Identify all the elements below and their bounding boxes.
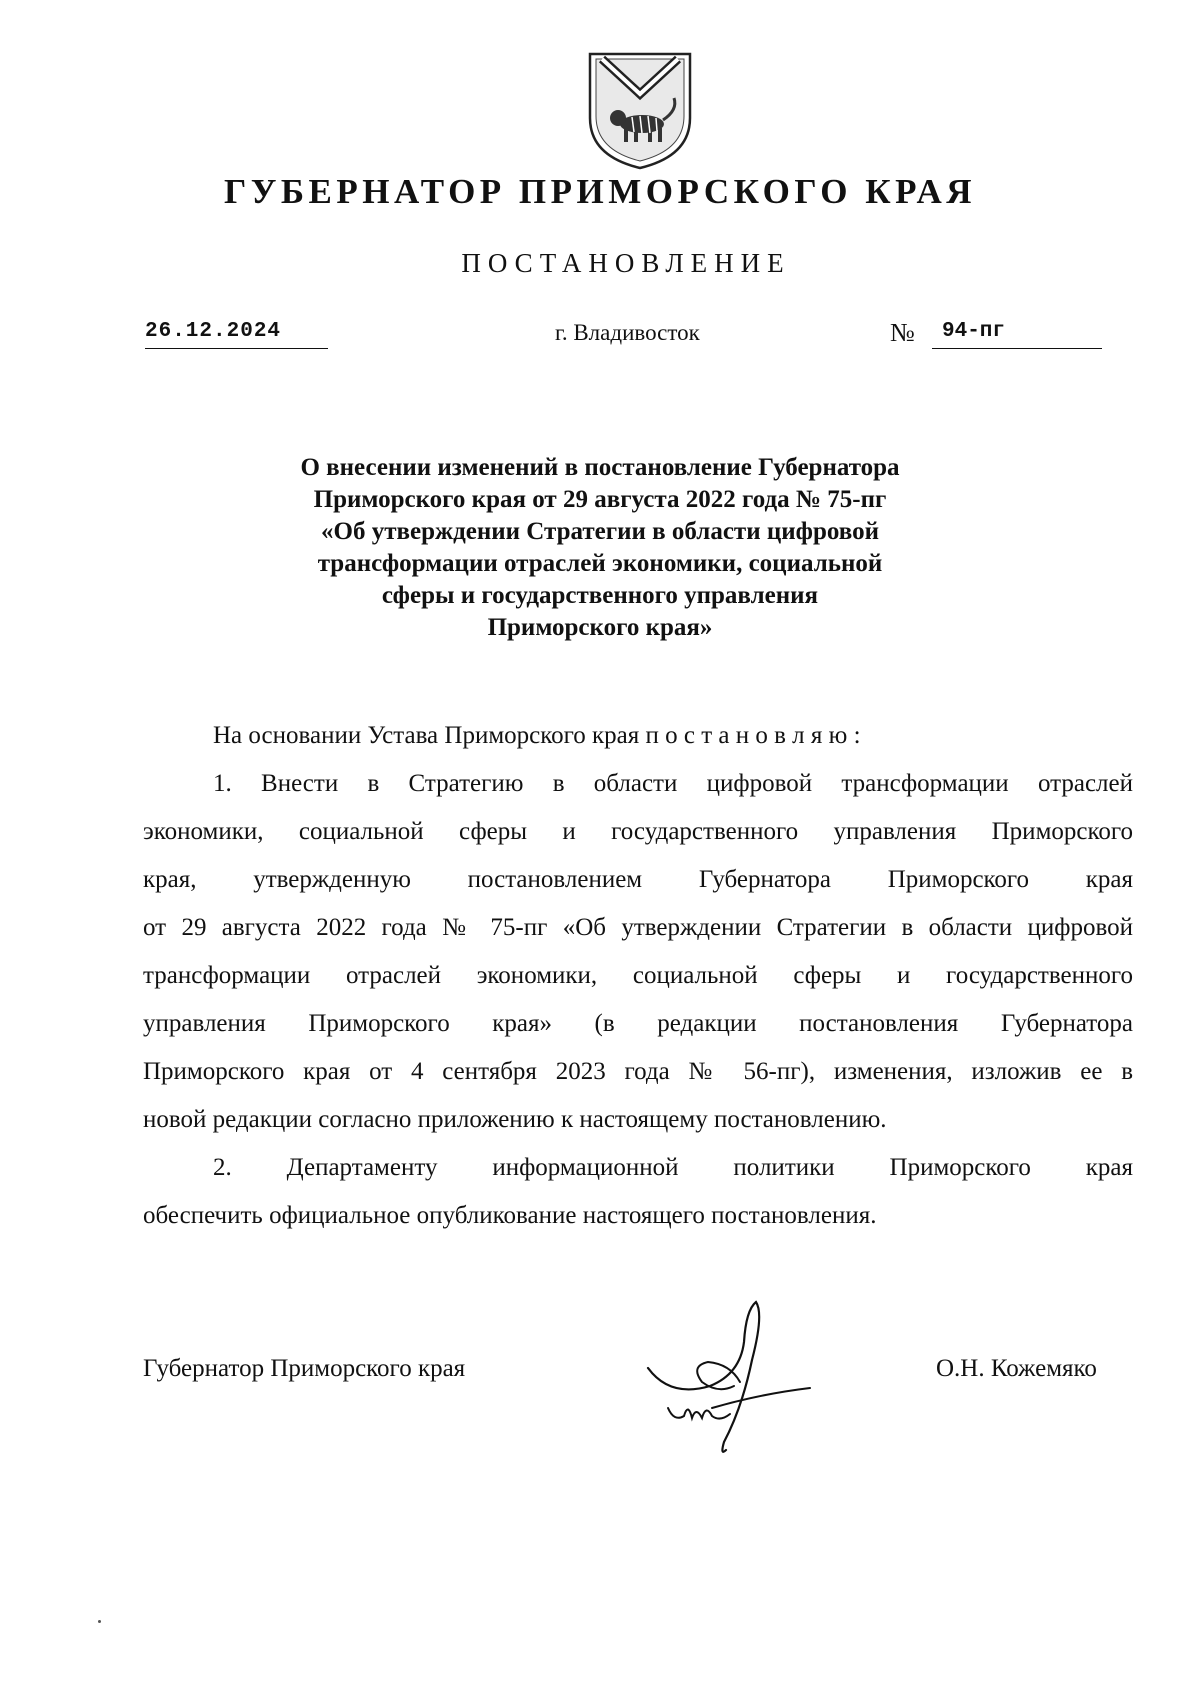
document-date: 26.12.2024 [145, 320, 282, 343]
item1-line: Приморского края от 4 сентября 2023 года № 56-пг), изменения, изложив ее в [143, 1058, 1133, 1085]
item1-line: края, утвержденную постановлением Губернатора Приморского края [143, 866, 1133, 893]
document-number-field [890, 318, 1102, 348]
heading-line: Приморского края» [487, 614, 713, 641]
item1-line: управления Приморского края» (в редакции постановления Губернатора [143, 1010, 1133, 1037]
item2-line: обеспечить официальное опубликование настоящего постановления. [143, 1202, 877, 1229]
item1-line: от 29 августа 2022 года № 75-пг «Об утверждении Стратегии в области цифровой [143, 914, 1133, 941]
document-number: 94-пг [942, 320, 1006, 343]
coat-of-arms-icon [586, 48, 694, 172]
heading-line: «Об утверждении Стратегии в области цифровой [321, 518, 879, 545]
number-underline [932, 318, 1102, 349]
item1-line: новой редакции согласно приложению к настоящему постановлению. [143, 1106, 887, 1133]
scan-speck [98, 1620, 101, 1623]
item2-line: 2. Департаменту информационной политики Приморского края [213, 1154, 1133, 1181]
document-heading [240, 452, 960, 644]
signatory-position: Губернатор Приморского края [143, 1355, 466, 1382]
heading-line: сферы и государственного управления [381, 582, 819, 609]
heading-line: Приморского края от 29 августа 2022 года № 75-пг [313, 486, 887, 513]
document-date-field [145, 318, 328, 349]
heading-line: трансформации отраслей экономики, социальной [317, 550, 883, 577]
item1-line: 1. Внести в Стратегию в области цифровой трансформации отраслей [213, 770, 1133, 797]
signatory-name: О.Н. Кожемяко [936, 1355, 1097, 1382]
number-sign: № [890, 318, 915, 347]
document-body [143, 712, 1133, 1240]
item1-line: экономики, социальной сферы и государственного управления Приморского [143, 818, 1133, 845]
document-type: ПОСТАНОВЛЕНИЕ [461, 248, 791, 278]
handwritten-signature-icon [640, 1290, 850, 1470]
document-city: г. Владивосток [555, 320, 700, 345]
governor-title: ГУБЕРНАТОР ПРИМОРСКОГО КРАЯ [223, 172, 977, 211]
item1-line: трансформации отраслей экономики, социальной сферы и государственного [143, 962, 1133, 989]
heading-line: О внесении изменений в постановление Губернатора [300, 454, 900, 481]
intro-paragraph: На основании Устава Приморского края п о с т а н о в л я ю : [213, 722, 861, 749]
